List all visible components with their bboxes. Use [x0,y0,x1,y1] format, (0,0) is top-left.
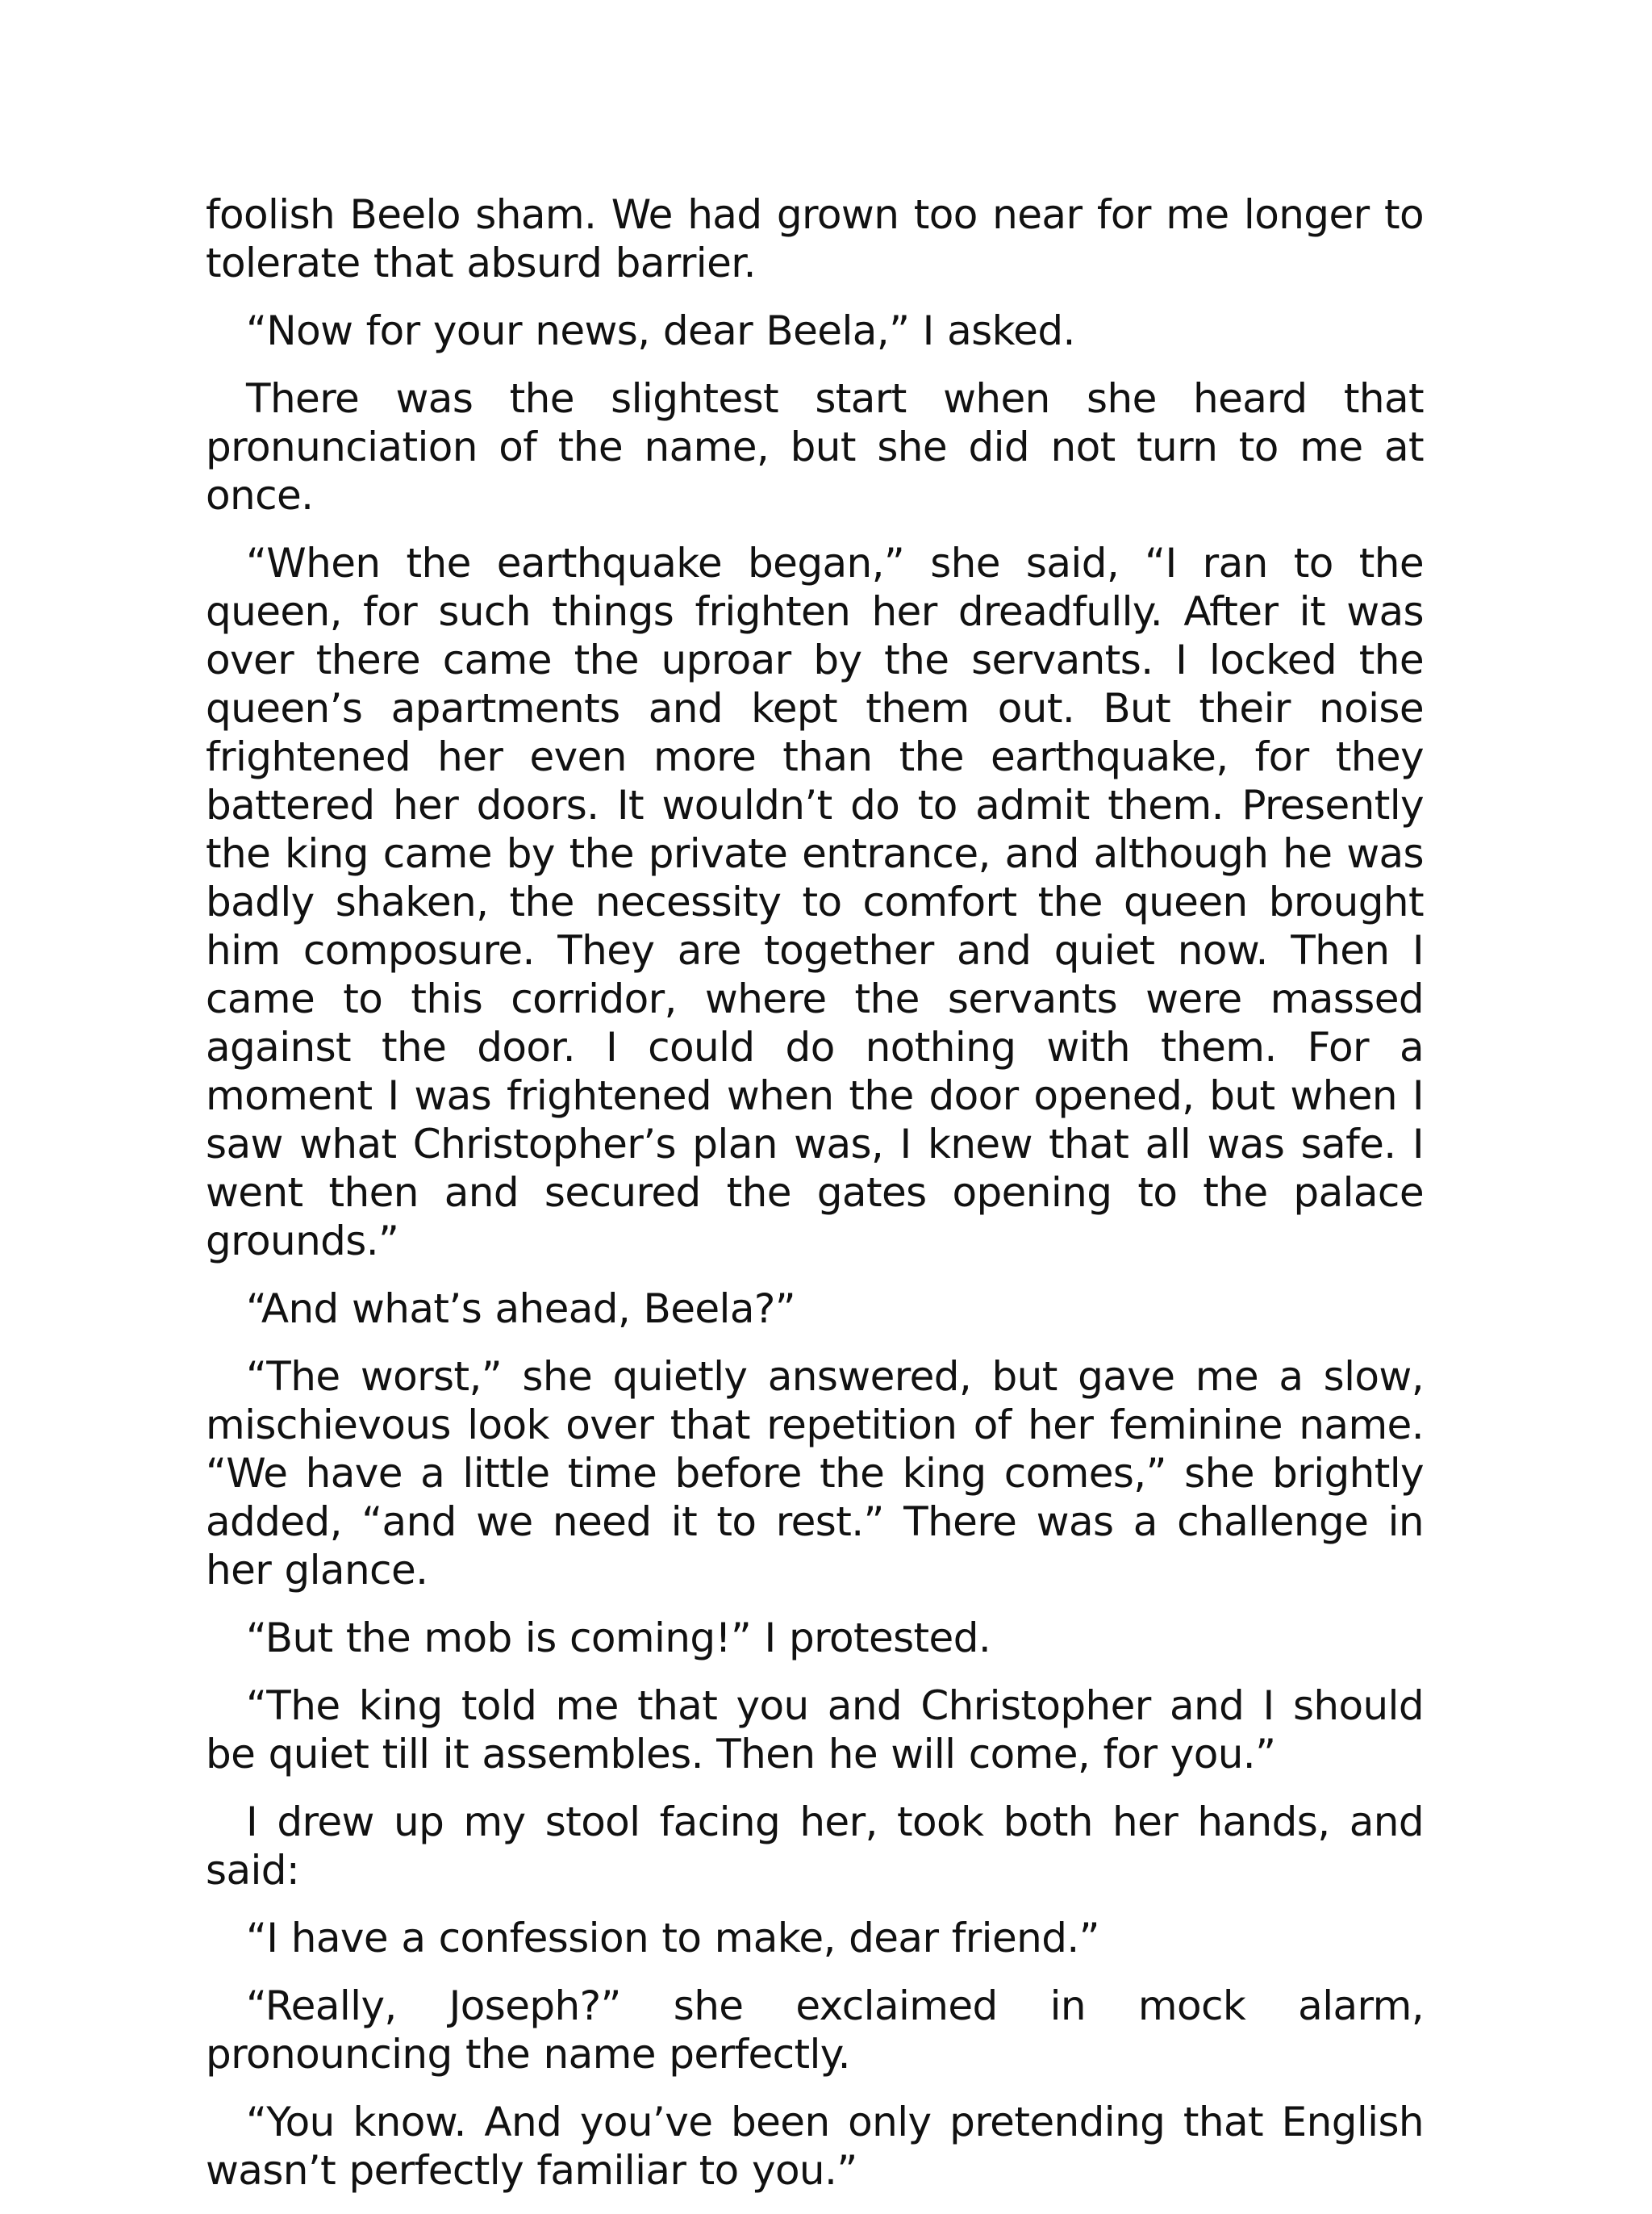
paragraph: “But the mob is coming!” I protested. [246,1615,991,1661]
paragraph: “When the earthquake began,” she said, “I ran to the queen, for such things frighten her dreadfully. After it was over there came the uproar by the servants. I locked the queen’s apartments and kept them out. But their noise frightened her even more than the earthquake, for they battered her doors. It wouldn’t do to admit them. Presently the king came by the private entrance, and although he was badly shaken, the necessity to comfort the queen brought him composure. They are together and quiet now. Then I came to this corridor, where the servants were massed against the door. I could do nothing with them. For a moment I was frightened when the door opened, but when I saw what Christopher’s plan was, I knew that all was safe. I went then and secured the gates opening to the palace grounds.” [206,540,1424,1264]
paragraph: “You know. And you’ve been only pretending that English wasn’t perfectly familiar to you.” [206,2099,1424,2194]
paragraph: “The worst,” she quietly answered, but gave me a slow, mischievous look over that repetition of her feminine name. “We have a little time before the king comes,” she brightly added, “and we need it to rest.” There was a challenge in her glance. [206,1353,1424,1594]
paragraph: There was the slightest start when she heard that pronunciation of the name, but she did not turn to me at once. [206,375,1424,519]
paragraph: “The king told me that you and Christopher and I should be quiet till it assembles. Then he will come, for you.” [206,1682,1424,1777]
paragraph: “Now for your news, dear Beela,” I asked. [246,307,1075,354]
paragraph: “And what’s ahead, Beela?” [246,1285,796,1332]
paragraph: “Really, Joseph?” she exclaimed in mock alarm, pronouncing the name perfectly. [206,1982,1424,2078]
paragraph-continuation: foolish Beelo sham. We had grown too near for me longer to tolerate that absurd barrier. [206,191,1424,286]
paragraph: “I have a confession to make, dear friend.” [246,1915,1099,1961]
paragraph: I drew up my stool facing her, took both her hands, and said: [206,1798,1424,1894]
book-page-text [206,190,1424,2214]
